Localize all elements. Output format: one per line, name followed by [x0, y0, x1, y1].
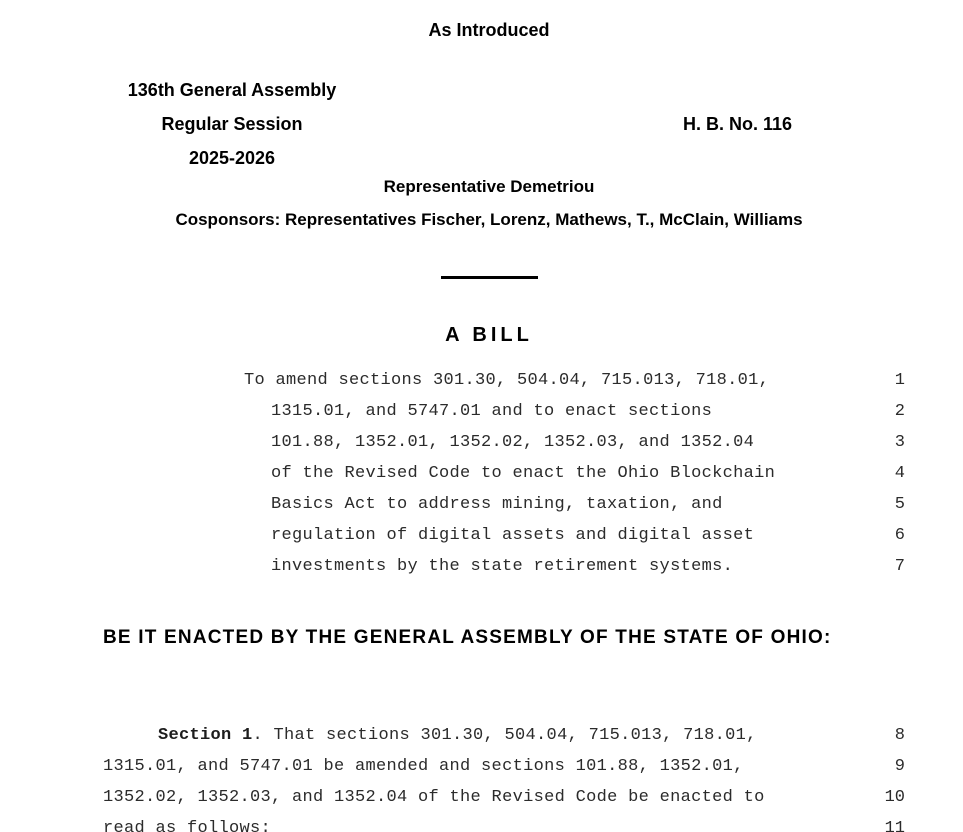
assembly-title: 136th General Assembly: [127, 80, 337, 100]
preamble-line-text: 1315.01, and 5747.01 and to enact sections: [271, 402, 713, 421]
line-number: 7: [894, 557, 905, 576]
line-number: 4: [894, 464, 905, 483]
divider-rule: [441, 276, 538, 279]
preamble-line: [103, 489, 905, 520]
session-years: 2025-2026: [188, 148, 276, 168]
preamble-line-text: 101.88, 1352.01, 1352.02, 1352.03, and 1352.04: [271, 433, 755, 452]
sponsor-line: Representative Demetriou: [383, 177, 595, 196]
assembly-header: [103, 73, 905, 175]
line-number: 2: [894, 402, 905, 421]
preamble-line-text: of the Revised Code to enact the Ohio Blockchain: [271, 464, 776, 483]
bill-number: H. B. No. 116: [683, 114, 793, 134]
line-number: 5: [894, 495, 905, 514]
session-title: Regular Session: [161, 114, 303, 134]
section-line-text: read as follows:: [103, 819, 272, 832]
bill-preamble: [103, 365, 905, 582]
line-number: 6: [894, 526, 905, 545]
enacting-clause: BE IT ENACTED BY THE GENERAL ASSEMBLY OF THE STATE OF OHIO:: [103, 627, 832, 648]
section-line: [103, 813, 905, 832]
preamble-line: [103, 365, 905, 396]
preamble-line-text: To amend sections 301.30, 504.04, 715.013, 718.01,: [244, 371, 770, 390]
section-label: Section 1: [158, 726, 253, 745]
section-line-text: [103, 720, 871, 751]
preamble-line: [103, 427, 905, 458]
section-line: [103, 782, 905, 813]
preamble-line-text: Basics Act to address mining, taxation, and: [271, 495, 723, 514]
preamble-line-text: investments by the state retirement systems.: [271, 557, 734, 576]
assembly-info-column: [103, 73, 361, 175]
preamble-line: [103, 551, 905, 582]
status-header: As Introduced: [428, 20, 550, 40]
preamble-line: [103, 520, 905, 551]
divider-rule-wrap: [103, 266, 875, 284]
line-number: 1: [894, 371, 905, 390]
section-first-line-rest: . That sections 301.30, 504.04, 715.013, 718.01,: [252, 726, 757, 745]
section-line: [103, 720, 905, 751]
line-number: 8: [894, 726, 905, 745]
preamble-line: [103, 396, 905, 427]
line-number: 11: [884, 819, 905, 832]
line-number: 10: [884, 788, 905, 807]
section-line-text: 1352.02, 1352.03, and 1352.04 of the Revised Code be enacted to: [103, 788, 765, 807]
preamble-line: [103, 458, 905, 489]
cosponsor-line: Cosponsors: Representatives Fischer, Lorenz, Mathews, T., McClain, Williams: [175, 210, 803, 229]
preamble-line-text: regulation of digital assets and digital asset: [271, 526, 755, 545]
line-number: 3: [894, 433, 905, 452]
section-1: [103, 720, 905, 832]
line-number: 9: [894, 757, 905, 776]
section-line-text: 1315.01, and 5747.01 be amended and sections 101.88, 1352.01,: [103, 757, 744, 776]
section-line: [103, 751, 905, 782]
bill-heading: A BILL: [445, 324, 533, 346]
